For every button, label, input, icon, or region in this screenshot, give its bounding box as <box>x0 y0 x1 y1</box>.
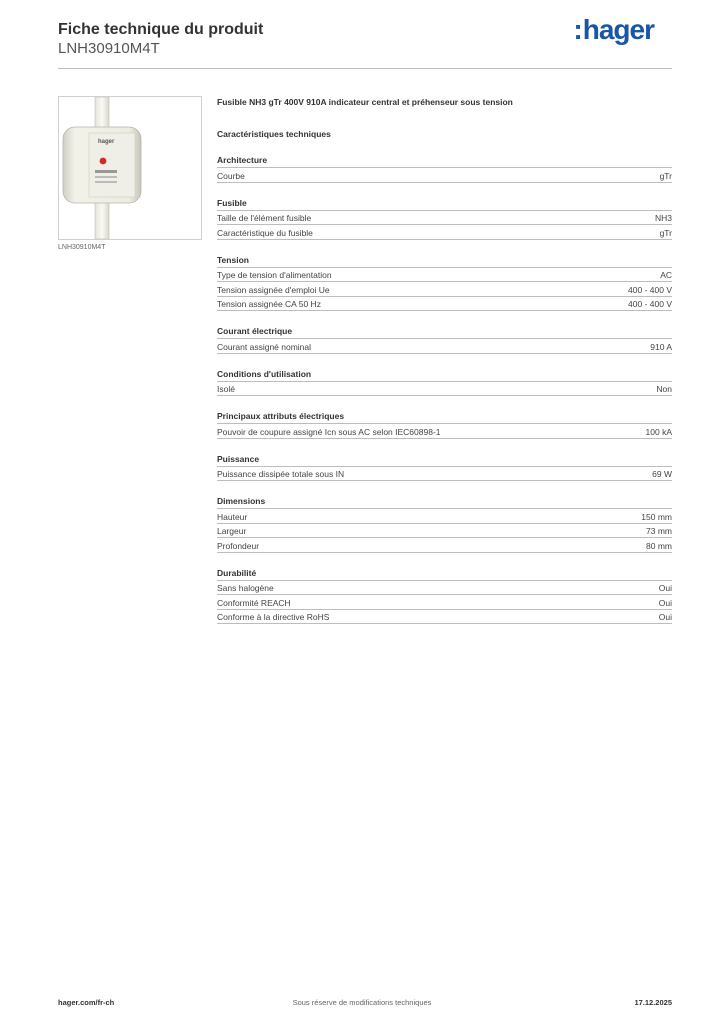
spec-section <box>217 567 672 625</box>
page-header <box>58 20 263 58</box>
spec-row <box>217 282 672 297</box>
footer-website[interactable]: hager.com/fr-ch <box>58 998 115 1007</box>
spec-sections <box>217 154 672 624</box>
spec-label: Courant assigné nominal <box>217 341 312 352</box>
spec-row <box>217 225 672 240</box>
spec-section <box>217 325 672 354</box>
spec-label: Taille de l'élément fusible <box>217 213 312 223</box>
fuse-brand-label: hager <box>98 139 115 145</box>
spec-row <box>217 538 672 553</box>
section-title: Dimensions <box>217 495 672 509</box>
spec-value: 69 W <box>652 469 672 479</box>
spec-label: Courbe <box>217 170 245 181</box>
fuse-illustration <box>59 97 201 239</box>
spec-section <box>217 154 672 183</box>
section-title: Tension <box>217 254 672 268</box>
spec-label: Puissance dissipée totale sous IN <box>217 469 345 479</box>
spec-value: 100 kA <box>645 426 672 437</box>
product-image <box>58 96 202 240</box>
spec-label: Isolé <box>217 384 235 394</box>
spec-row <box>217 610 672 625</box>
spec-value: 150 mm <box>641 511 672 522</box>
spec-row <box>217 168 672 183</box>
spec-label: Tension assignée d'emploi Ue <box>217 284 330 295</box>
spec-value: 910 A <box>650 341 672 352</box>
spec-value: Non <box>656 384 672 394</box>
spec-value: AC <box>660 270 672 280</box>
section-title: Durabilité <box>217 567 672 581</box>
spec-label: Conforme à la directive RoHS <box>217 612 330 622</box>
spec-row <box>217 581 672 596</box>
section-title: Puissance <box>217 453 672 467</box>
product-description: Fusible NH3 gTr 400V 910A indicateur central et préhenseur sous tension <box>217 97 513 107</box>
section-title: Conditions d'utilisation <box>217 368 672 382</box>
spec-label: Pouvoir de coupure assigné Icn sous AC selon IEC60898-1 <box>217 426 441 437</box>
characteristics-heading: Caractéristiques techniques <box>217 129 331 139</box>
spec-label: Largeur <box>217 526 247 536</box>
spec-label: Sans halogène <box>217 583 274 593</box>
page-title: Fiche technique du produit <box>58 21 264 38</box>
spec-value: Oui <box>658 597 672 608</box>
spec-row <box>217 509 672 524</box>
spec-label: Type de tension d'alimentation <box>217 270 332 280</box>
spec-section <box>217 254 672 312</box>
spec-value: Oui <box>658 583 672 593</box>
spec-label: Conformité REACH <box>217 597 291 608</box>
spec-row <box>217 424 672 439</box>
spec-section <box>217 453 672 482</box>
spec-label: Profondeur <box>217 540 260 551</box>
spec-value: NH3 <box>654 213 672 223</box>
spec-row <box>217 211 672 226</box>
product-reference: LNH30910M4T <box>58 40 160 57</box>
section-title: Fusible <box>217 197 672 211</box>
spec-value: 400 - 400 V <box>628 284 672 295</box>
image-caption: LNH30910M4T <box>58 244 106 251</box>
spec-row <box>217 382 672 397</box>
spec-row <box>217 467 672 482</box>
spec-value: gTr <box>659 170 672 181</box>
header-divider <box>58 68 672 69</box>
section-title: Courant électrique <box>217 325 672 339</box>
spec-row <box>217 595 672 610</box>
spec-value: Oui <box>658 612 672 622</box>
hager-logo: :hager <box>573 14 654 45</box>
section-title: Principaux attributs électriques <box>217 410 672 424</box>
footer-date: 17.12.2025 <box>634 998 672 1007</box>
spec-row <box>217 268 672 283</box>
spec-value: 400 - 400 V <box>628 299 672 309</box>
spec-section <box>217 495 672 553</box>
spec-label: Hauteur <box>217 511 248 522</box>
spec-label: Caractéristique du fusible <box>217 227 313 238</box>
spec-section <box>217 197 672 240</box>
logo-text: hager <box>582 14 654 45</box>
footer-notice: Sous réserve de modifications techniques <box>292 998 432 1007</box>
spec-section <box>217 410 672 439</box>
spec-value: 73 mm <box>646 526 672 536</box>
spec-content <box>217 96 672 624</box>
spec-row <box>217 339 672 354</box>
spec-row <box>217 524 672 539</box>
spec-value: gTr <box>659 227 672 238</box>
spec-value: 80 mm <box>646 540 672 551</box>
section-title: Architecture <box>217 154 672 168</box>
spec-section <box>217 368 672 397</box>
spec-label: Tension assignée CA 50 Hz <box>217 299 321 309</box>
spec-row <box>217 297 672 312</box>
